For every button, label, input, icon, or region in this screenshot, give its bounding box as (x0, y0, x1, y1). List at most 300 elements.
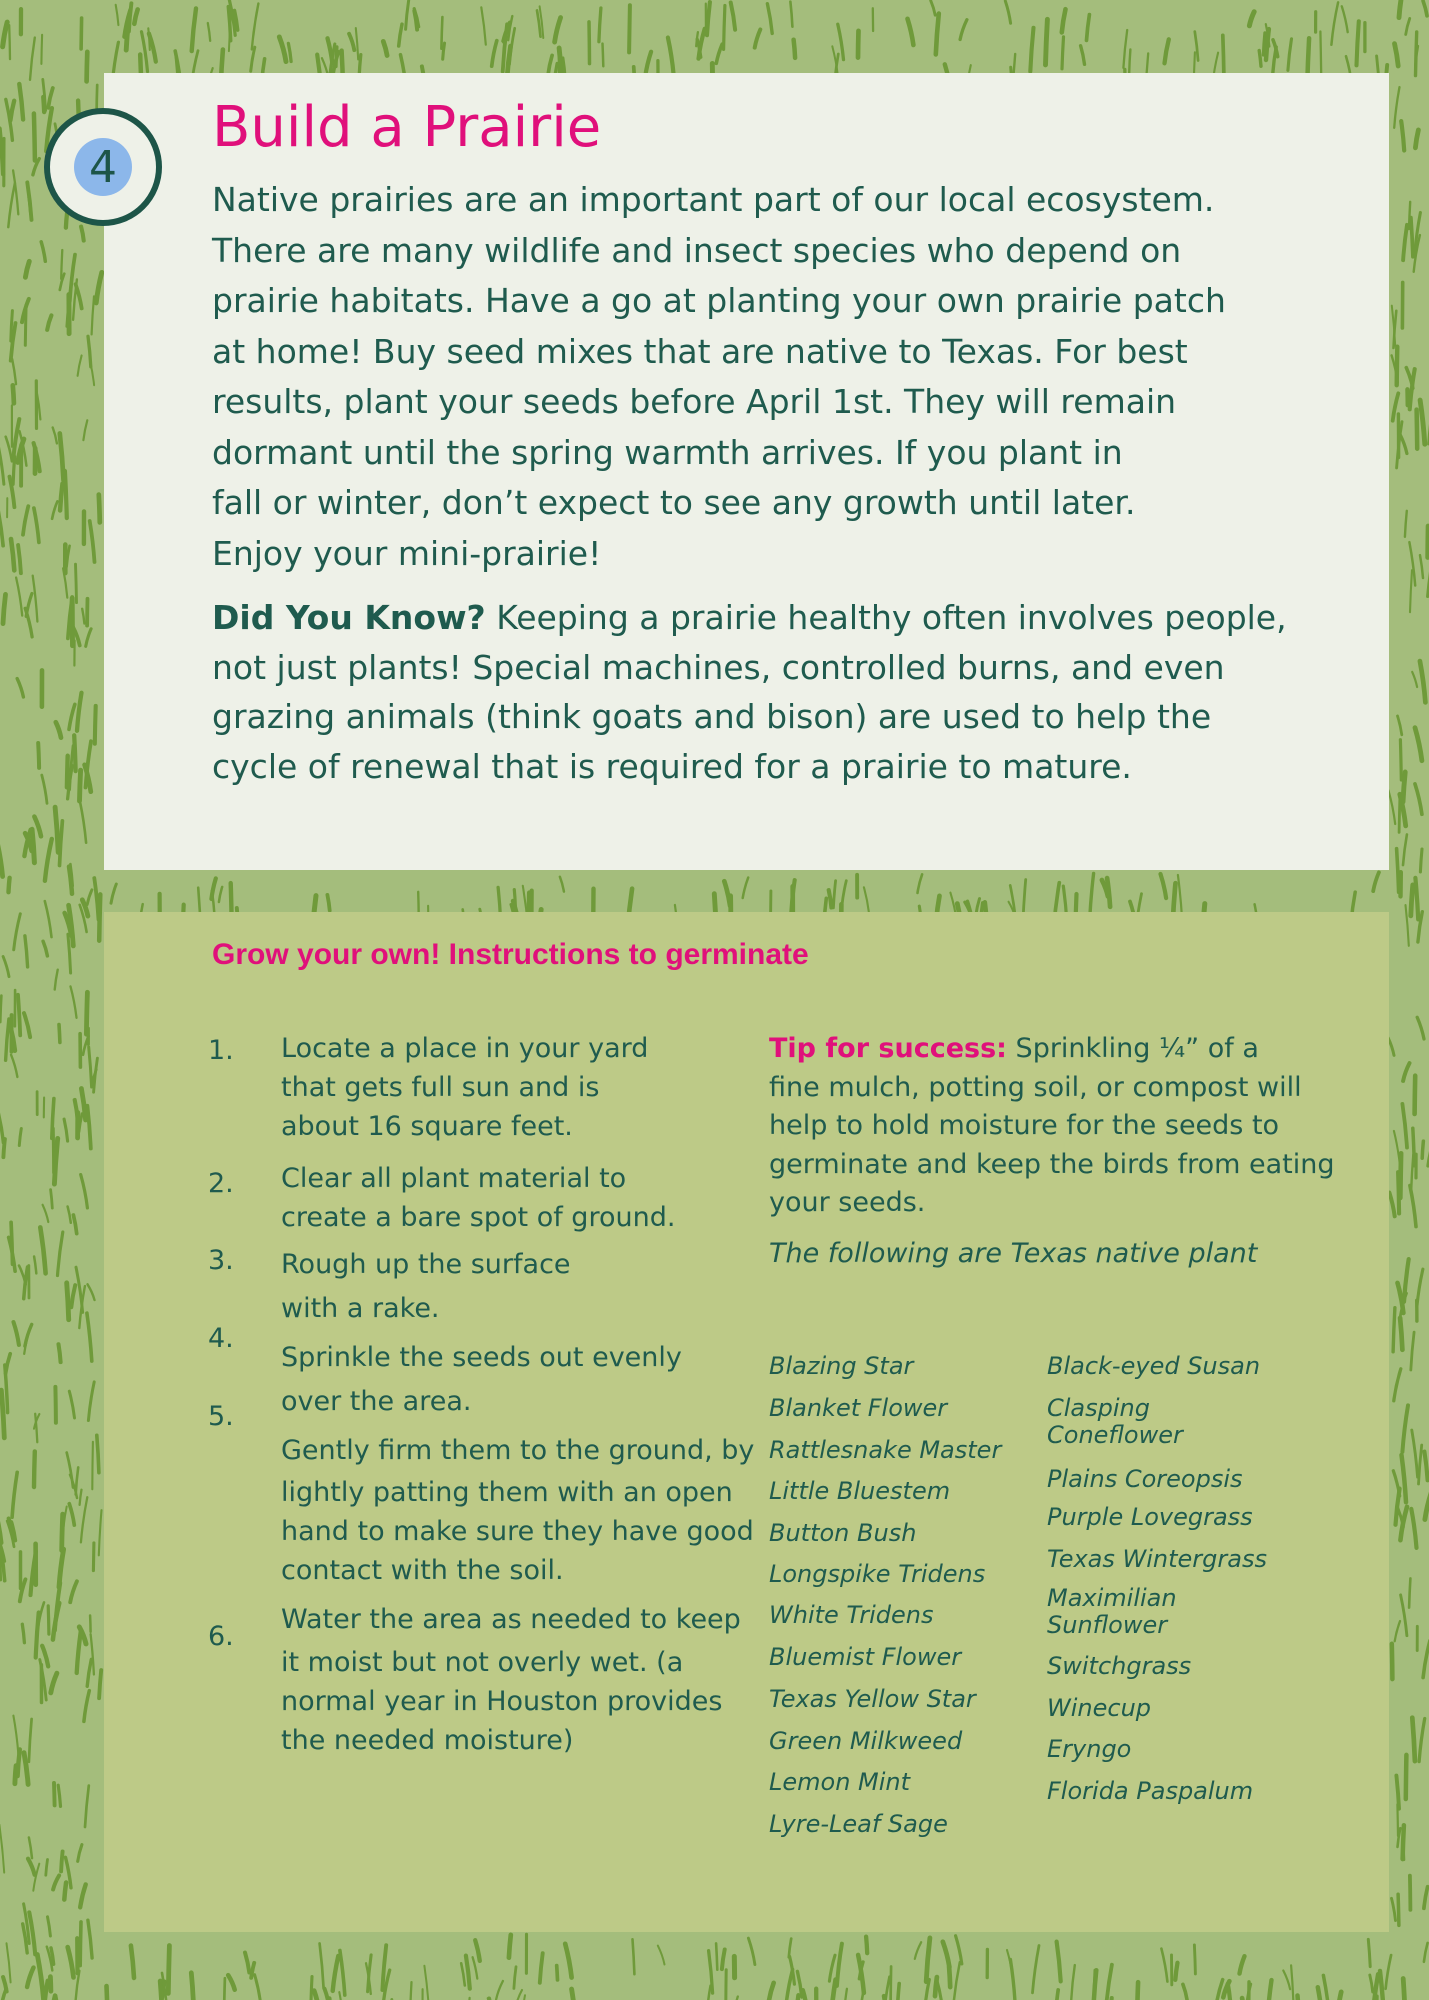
grass-blade (92, 296, 94, 334)
grass-blade (1403, 1979, 1405, 2000)
grass-blade (80, 801, 86, 843)
grass-blade (1273, 47, 1276, 73)
grass-blade (1161, 874, 1167, 898)
grass-blade (1424, 1887, 1428, 1909)
grass-blade (1288, 39, 1292, 71)
grass-blade (1392, 1898, 1396, 1920)
grass-blade (77, 693, 82, 731)
grass-blade (99, 1670, 101, 1698)
grass-blade (65, 471, 67, 518)
grass-blade (12, 1472, 17, 1517)
grass-blade (1137, 1982, 1138, 2000)
grass-blade (1175, 1963, 1177, 1980)
intro-line: There are many wildlife and insect species who depend on (212, 230, 1182, 270)
grass-blade (95, 706, 96, 744)
grass-blade (126, 21, 128, 50)
tip-paragraph (769, 1030, 1335, 1223)
grass-blade (11, 1222, 12, 1264)
grass-blade (1399, 0, 1401, 17)
step-text: hand to make sure they have good (281, 1516, 754, 1547)
grass-blade (107, 1986, 108, 2000)
step-text: Water the area as needed to keep (281, 1604, 741, 1635)
grass-blade (492, 41, 497, 67)
grass-blade (8, 183, 15, 227)
grass-blade (47, 315, 51, 329)
plant-name: Purple Lovegrass (1047, 1503, 1253, 1531)
grass-blade (414, 11, 417, 30)
step-text: it moist but not overly wet. (a (281, 1647, 684, 1678)
grass-blade (62, 1514, 63, 1550)
grass-blade (956, 1936, 962, 1964)
grass-blade (1373, 872, 1379, 891)
grass-blade (50, 1977, 51, 1992)
grass-blade (908, 19, 914, 45)
dyk-line: cycle of renewal that is required for a prairie to mature. (212, 746, 1132, 786)
grass-blade (96, 272, 102, 303)
grass-blade (43, 1205, 49, 1222)
grass-blade (1259, 51, 1261, 67)
grass-blade (1415, 784, 1422, 814)
plant-name: Winecup (1047, 1694, 1152, 1722)
step-text: Gently firm them to the ground, by (281, 1435, 755, 1466)
grass-blade (1398, 716, 1402, 735)
grass-blade (1380, 1971, 1384, 2000)
did-you-know-label: Did You Know? (212, 598, 486, 637)
grass-blade (78, 356, 82, 376)
grass-blade (1161, 1949, 1167, 1982)
grass-blade (339, 1992, 343, 2000)
grass-blade (918, 874, 923, 893)
grass-blade (734, 1997, 738, 2000)
grass-blade (1342, 6, 1348, 32)
plant-name: Texas Yellow Star (769, 1685, 976, 1713)
grass-blade (1165, 39, 1169, 63)
grass-blade (864, 887, 869, 912)
step-text: with a rake. (281, 1293, 440, 1324)
grass-blade (915, 1942, 921, 1959)
grass-blade (1406, 905, 1409, 946)
grass-blade (34, 1257, 36, 1274)
dyk-line: not just plants! Special machines, controlled burns, and even (212, 647, 1225, 687)
grass-blade (67, 1453, 73, 1488)
grass-blade (789, 1939, 791, 1958)
grass-blade (1425, 1492, 1429, 1520)
grass-blade (68, 1947, 74, 1977)
grass-blade (53, 1603, 59, 1640)
grass-blade (83, 420, 87, 440)
grass-blade (67, 1283, 69, 1320)
grass-blade (87, 890, 92, 905)
grass-blade (897, 1984, 900, 2000)
grass-blade (85, 1786, 89, 1827)
grass-blade (84, 1691, 89, 1722)
step-text: the needed moisture) (281, 1725, 574, 1756)
grass-blade (61, 1851, 63, 1871)
plant-name: Lemon Mint (769, 1768, 911, 1796)
grass-blade (81, 1497, 87, 1542)
grass-blade (10, 101, 14, 121)
grass-blade (94, 878, 98, 919)
grass-blade (45, 839, 52, 881)
grass-blade (208, 23, 210, 41)
grass-blade (829, 890, 832, 907)
grass-blade (224, 1978, 225, 2000)
plant-name: Maximilian (1047, 1584, 1177, 1612)
grass-blade (1394, 1369, 1401, 1401)
step-text: create a bare spot of ground. (281, 1202, 676, 1233)
grass-blade (87, 1659, 91, 1686)
grass-blade (131, 1946, 134, 1978)
grass-blade (1419, 1719, 1425, 1762)
grass-blade (279, 37, 286, 62)
grass-blade (589, 22, 590, 64)
grass-blade (71, 1285, 75, 1307)
grass-blade (1411, 218, 1413, 257)
grass-blade (55, 970, 58, 990)
grass-blade (424, 1966, 429, 2000)
grass-blade (51, 1673, 57, 1693)
grass-blade (1331, 2, 1338, 44)
dyk-text: Keeping a prairie healthy often involves people, (485, 598, 1287, 637)
intro-line: at home! Buy seed mixes that are native to Texas. For best (212, 331, 1188, 371)
grass-blade (557, 1966, 558, 1980)
grass-blade (935, 1977, 937, 1996)
grass-blade (24, 1013, 30, 1037)
tip-line: germinate and keep the birds from eating (769, 1148, 1335, 1180)
grass-blade (18, 545, 21, 573)
grass-blade (80, 1922, 81, 1966)
grass-blade (25, 261, 29, 277)
grass-blade (19, 84, 23, 120)
step-text: contact with the soil. (281, 1555, 564, 1586)
grass-blade (42, 775, 47, 803)
grass-blade (668, 38, 674, 75)
grass-blade (1403, 1063, 1409, 1081)
grass-blade (960, 20, 967, 40)
grass-blade (1411, 1509, 1416, 1548)
plant-name: Switchgrass (1047, 1652, 1192, 1680)
intro-line: prairie habitats. Have a go at planting your own prairie patch (212, 281, 1226, 320)
grass-blade (11, 311, 13, 342)
grass-blade (27, 1968, 33, 1987)
grass-blade (52, 1099, 54, 1139)
grass-blade (731, 3, 735, 30)
grass-blade (1417, 410, 1418, 449)
grass-blade (803, 1990, 807, 2000)
grass-blade (1424, 1943, 1428, 1962)
step-text: Sprinkle the seeds out evenly (281, 1342, 682, 1373)
grass-blade (1033, 1946, 1040, 1993)
grass-blade (1062, 37, 1064, 69)
grass-blade (1405, 511, 1407, 537)
grass-blade (794, 40, 796, 58)
grass-blade (87, 52, 88, 82)
plant-name: Longspike Tridens (769, 1560, 986, 1588)
grass-blade (795, 1995, 799, 2000)
grass-blade (1071, 1965, 1075, 2000)
grass-blade (0, 1513, 1, 1543)
grass-blade (510, 28, 515, 64)
grass-blade (13, 385, 14, 403)
grass-blade (34, 114, 35, 161)
grass-blade (755, 30, 761, 48)
grass-blade (1411, 1332, 1414, 1370)
grass-blade (71, 986, 77, 1017)
grass-blade (148, 28, 150, 50)
grass-blade (1402, 1405, 1408, 1452)
grass-blade (767, 4, 772, 34)
grass-blade (48, 88, 53, 108)
grass-blade (521, 1995, 525, 2000)
grass-blade (1415, 130, 1418, 148)
grass-blade (1420, 661, 1426, 702)
grass-blade (60, 484, 62, 511)
grass-blade (1323, 1975, 1329, 2000)
grass-blade (603, 44, 604, 67)
grass-blade (1397, 849, 1399, 893)
grass-blade (40, 1227, 45, 1273)
grass-blade (3, 957, 9, 977)
grass-blade (1389, 1193, 1394, 1217)
grass-blade (192, 8, 196, 51)
grass-blade (36, 1613, 39, 1658)
grass-blade (37, 1955, 43, 2000)
dyk-line: grazing animals (think goats and bison) are used to help the (212, 697, 1212, 736)
grass-blade (68, 1207, 71, 1223)
plant-name: Button Bush (769, 1519, 917, 1547)
grass-blade (86, 629, 91, 647)
grass-blade (516, 1990, 522, 2000)
grass-blade (1400, 434, 1407, 453)
grass-blade (69, 704, 75, 729)
grass-blade (6, 1354, 11, 1374)
grass-blade (22, 1624, 24, 1643)
grass-blade (884, 1977, 890, 2000)
grass-blade (1393, 1308, 1395, 1352)
step-number-label: 4. (208, 1323, 234, 1354)
grass-blade (58, 1785, 60, 1806)
grass-blade (54, 1138, 57, 1184)
grass-blade (1403, 835, 1407, 866)
grass-blade (1411, 885, 1413, 916)
plant-name: Texas Wintergrass (1047, 1545, 1267, 1573)
grass-blade (1420, 400, 1425, 444)
grass-blade (1240, 1956, 1245, 1973)
intro-line: dormant until the spring warmth arrives. If you plant in (212, 432, 1123, 472)
grass-blade (1403, 1825, 1404, 1859)
grass-blade (475, 1940, 480, 1961)
grass-blade (27, 182, 31, 220)
grass-blade (48, 1606, 49, 1634)
grass-blade (1403, 225, 1407, 260)
grass-blade (29, 1912, 35, 1954)
grass-blade (66, 214, 67, 228)
grass-blade (560, 877, 564, 892)
grass-blade (53, 428, 57, 444)
grass-blade (1388, 790, 1395, 824)
grass-blade (1055, 1990, 1058, 2000)
grass-blade (943, 1942, 950, 1967)
grass-blade (54, 1783, 55, 1805)
grass-blade (134, 9, 137, 23)
grass-blade (441, 17, 442, 49)
grass-blade (3, 594, 6, 623)
grass-blade (572, 1989, 577, 2000)
grass-blade (926, 1938, 930, 1982)
grass-blade (406, 0, 409, 29)
grass-blade (228, 1975, 235, 1990)
tip-line: your seeds. (769, 1187, 926, 1218)
grass-blade (0, 996, 1, 1023)
grass-blade (565, 1944, 571, 1978)
grass-blade (76, 284, 82, 308)
grass-blade (56, 722, 61, 738)
tip-line: help to hold moisture for the seeds to (769, 1110, 1280, 1141)
grass-blade (30, 38, 35, 80)
grass-blade (866, 1937, 867, 1954)
grass-blade (599, 8, 601, 42)
grass-blade (25, 608, 32, 637)
step-text: Locate a place in your yard (281, 1033, 649, 1064)
grass-blade (9, 878, 10, 892)
grass-blade (481, 7, 486, 44)
grass-blade (1403, 772, 1405, 802)
grass-blade (12, 359, 16, 384)
step-number: 4 (74, 138, 132, 196)
grass-blade (1398, 1172, 1399, 1213)
grass-blade (1094, 1970, 1097, 2000)
grass-blade (320, 1944, 324, 1989)
grass-blade (1417, 1017, 1424, 1039)
grass-blade (87, 1106, 90, 1149)
grass-blade (25, 305, 26, 345)
grass-blade (1400, 740, 1401, 780)
grass-blade (1412, 1430, 1418, 1477)
dyk-line (212, 593, 1292, 643)
grass-blade (80, 770, 81, 801)
grass-blade (67, 756, 68, 788)
grass-blade (160, 1981, 162, 2000)
grass-blade (0, 501, 3, 546)
grass-blade (724, 6, 725, 50)
grass-blade (111, 884, 116, 903)
grass-blade (74, 735, 75, 771)
grass-blade (73, 1215, 76, 1234)
grass-blade (1396, 1489, 1400, 1525)
grass-blade (80, 1490, 82, 1505)
grass-blade (1409, 1578, 1410, 1607)
grass-blade (41, 242, 45, 261)
grass-blade (168, 1946, 169, 1994)
grass-blade (90, 521, 95, 562)
grass-blade (1081, 46, 1085, 65)
grass-blade (1395, 1621, 1400, 1641)
grass-blade (1415, 1076, 1416, 1114)
grass-blade (24, 1753, 28, 1785)
grass-blade (311, 1977, 312, 2000)
grass-blade (88, 1284, 95, 1300)
tip-line (769, 1030, 1329, 1069)
grass-blade (46, 1860, 48, 1876)
grass-blade (16, 578, 22, 616)
grass-blade (14, 1322, 19, 1345)
grass-blade (17, 679, 23, 697)
grass-blade (51, 1996, 55, 2000)
grass-blade (1400, 1318, 1402, 1350)
grass-blade (0, 1108, 3, 1143)
grass-blade (70, 1581, 77, 1602)
step-number-label: 6. (208, 1621, 234, 1652)
grass-blade (629, 5, 630, 52)
grass-blade (1057, 1942, 1061, 1982)
grass-blade (1404, 1259, 1409, 1302)
grass-blade (64, 1883, 66, 1900)
grass-blade (88, 1382, 94, 1421)
grass-blade (1030, 28, 1033, 72)
grass-blade (1399, 794, 1400, 833)
grass-blade (23, 506, 28, 535)
grass-blade (953, 1962, 960, 2000)
plant-name: Florida Paspalum (1047, 1777, 1254, 1805)
native-plants-intro: The following are Texas native plant (769, 1238, 1258, 1269)
grass-blade (1267, 1980, 1272, 2000)
grass-blade (13, 457, 15, 485)
plant-name: Blanket Flower (769, 1394, 948, 1422)
grass-blade (633, 1939, 635, 1974)
grass-blade (1298, 1996, 1300, 2000)
grass-blade (81, 1175, 88, 1208)
grass-blade (81, 227, 84, 241)
grass-blade (59, 1025, 60, 1043)
grass-blade (716, 44, 722, 63)
grass-blade (19, 1129, 21, 1146)
grass-blade (1401, 1595, 1407, 1636)
grass-blade (116, 5, 119, 25)
grass-blade (18, 995, 20, 1036)
plant-name: Black-eyed Susan (1047, 1352, 1261, 1380)
grass-blade (1410, 1876, 1411, 1910)
grass-blade (76, 1971, 80, 2000)
grass-blade (11, 539, 14, 570)
grass-blade (0, 442, 4, 484)
grass-blade (314, 1991, 319, 2000)
grass-blade (327, 895, 329, 911)
grass-blade (51, 1190, 53, 1208)
step-text: normal year in Houston provides (281, 1686, 723, 1717)
step-text: lightly patting them with an open (281, 1477, 733, 1508)
step-number-label: 3. (208, 1245, 234, 1276)
grass-blade (842, 881, 846, 906)
grass-blade (0, 1825, 4, 1873)
grass-blade (88, 1920, 92, 1958)
grass-blade (3, 22, 8, 47)
grass-blade (29, 1719, 32, 1762)
step-number-label: 5. (208, 1401, 234, 1432)
grass-blade (69, 1391, 74, 1418)
grass-blade (936, 14, 939, 55)
grass-blade (748, 1938, 755, 1965)
grass-blade (1400, 1507, 1407, 1540)
grass-blade (6, 1019, 9, 1060)
grass-blade (1123, 30, 1127, 68)
grass-blade (59, 1344, 61, 1362)
plant-name: Green Milkweed (769, 1727, 963, 1755)
grass-blade (1223, 35, 1224, 76)
grass-blade (1420, 555, 1423, 578)
grass-blade (99, 495, 100, 523)
grass-blade (707, 1986, 711, 2000)
grass-blade (97, 1435, 99, 1472)
